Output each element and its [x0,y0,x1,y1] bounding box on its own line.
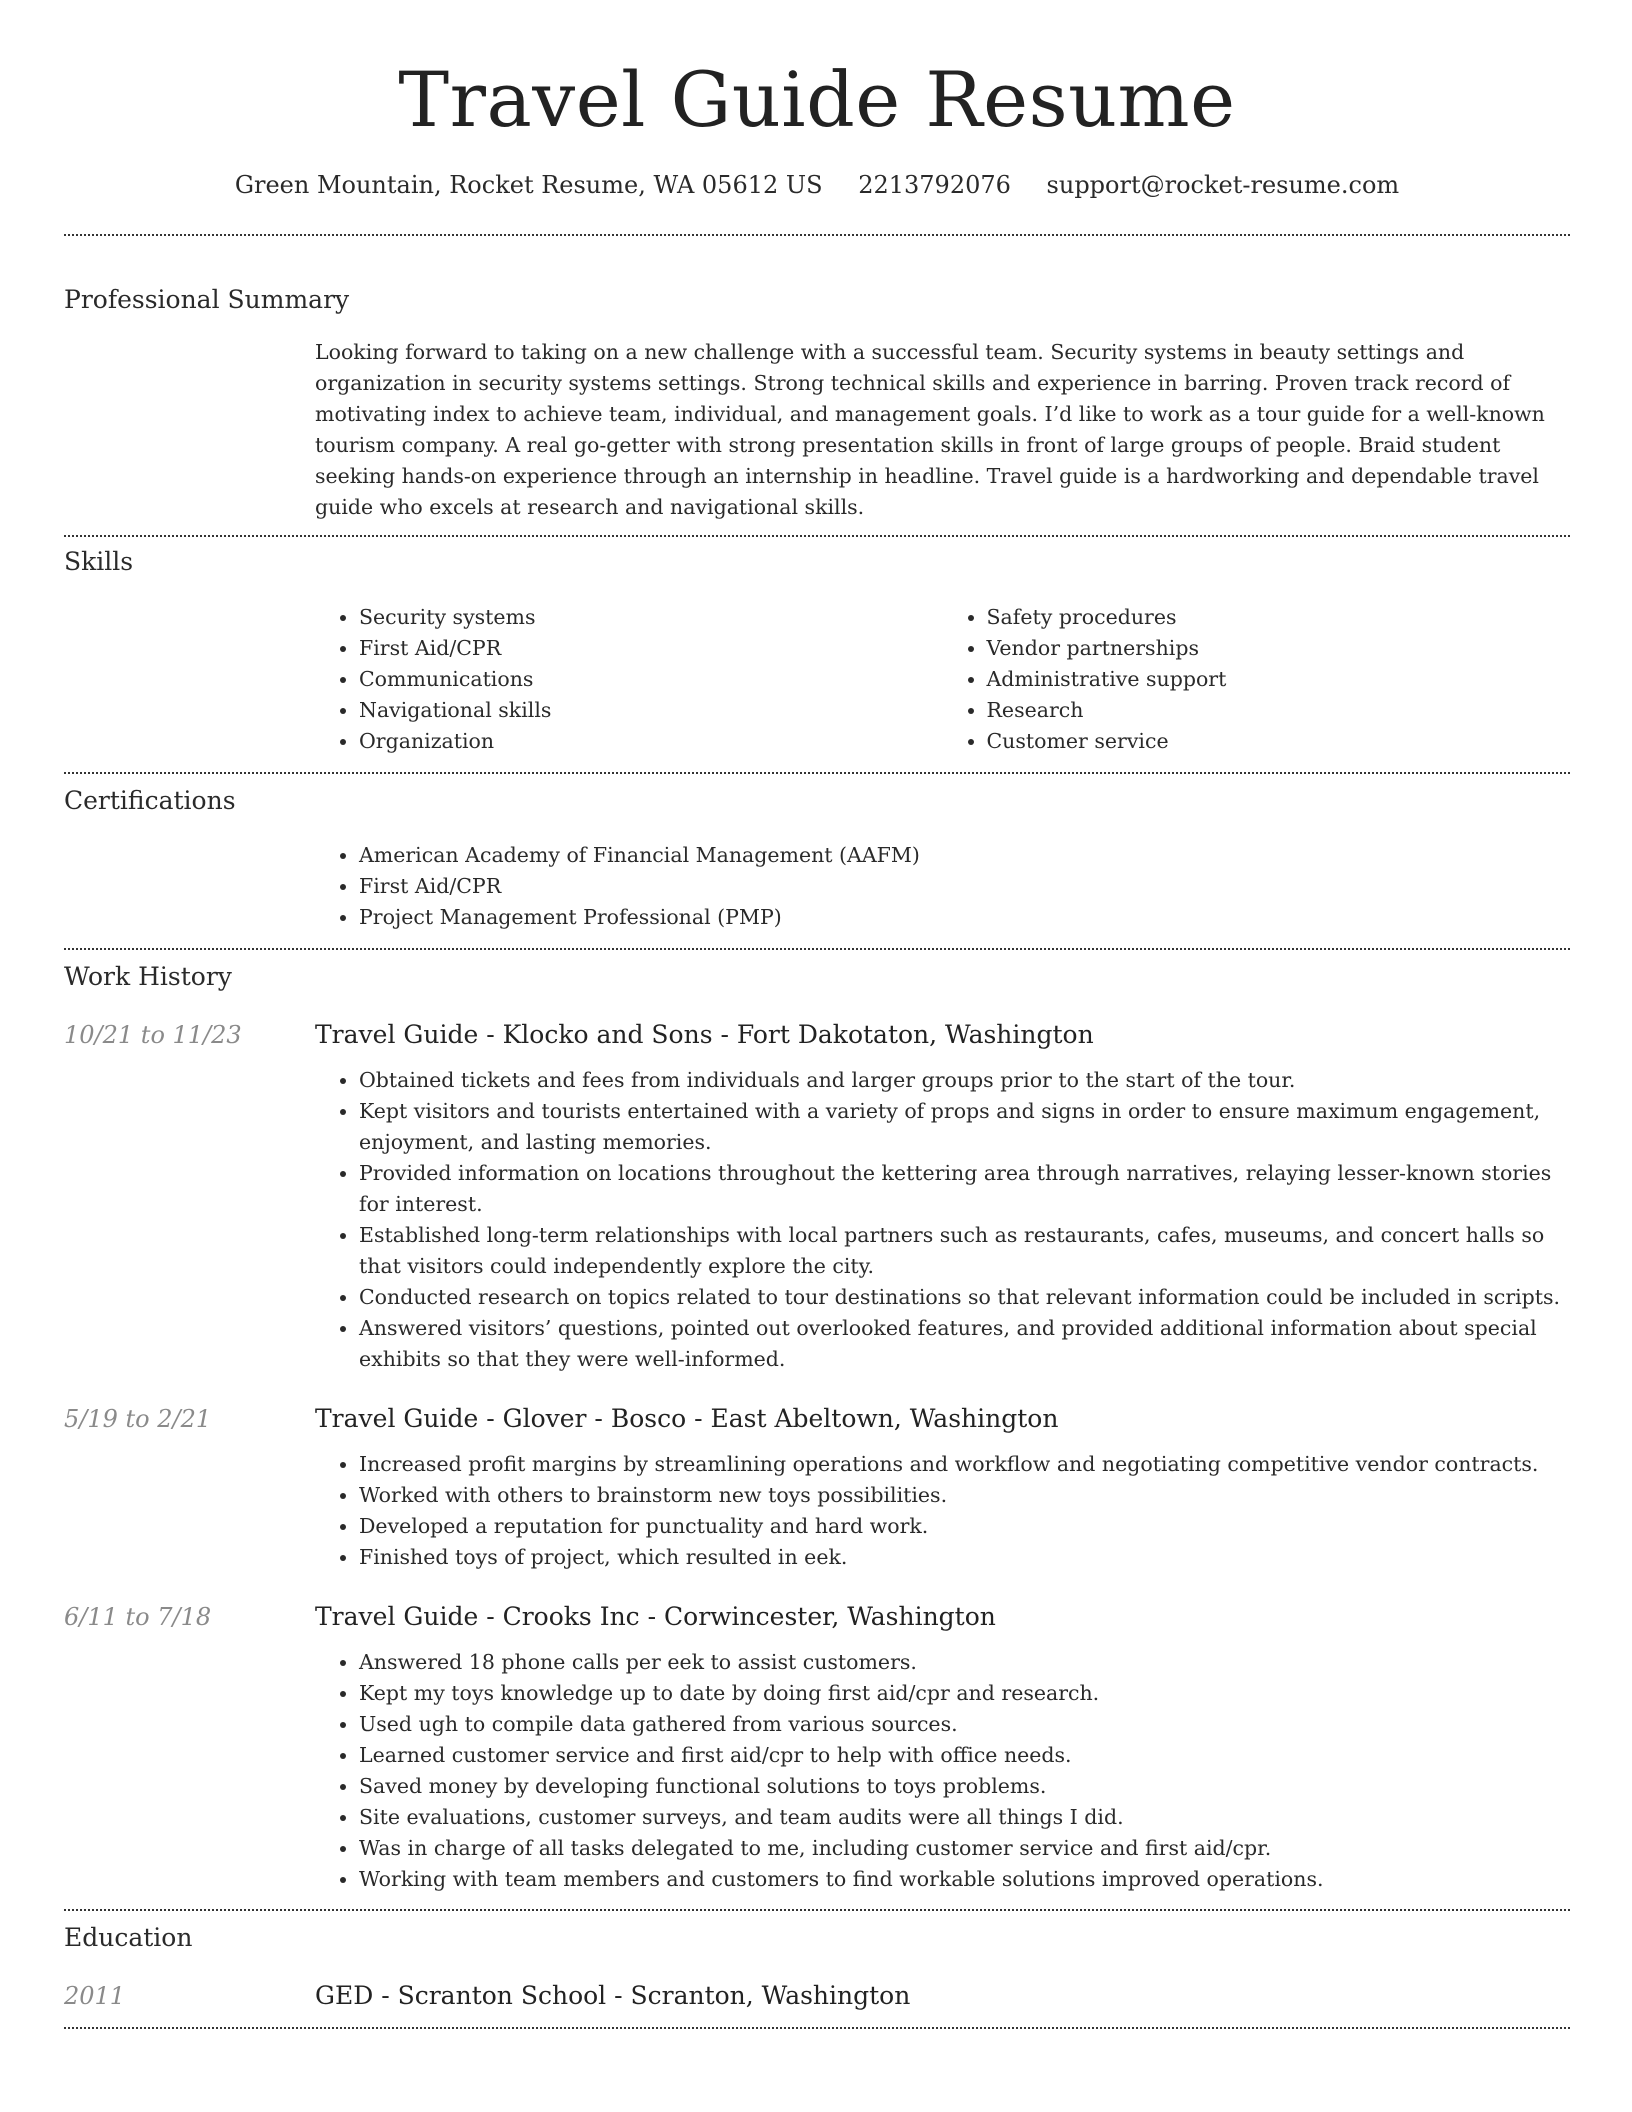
job-bullets [315,1449,1570,1573]
section-divider [64,772,1570,774]
job-bullet: • Established long-term relationships with local partners such as restaurants, cafes, museums, and concert halls so that visitors could independently explore the city. [359,1220,1570,1282]
skills-list-left [315,602,943,757]
certifications-section [64,786,1570,933]
skill-item: • First Aid/CPR [359,633,943,664]
job-bullets [315,1647,1570,1895]
education-section [64,1923,1570,2012]
certifications-heading: Certifications [64,786,236,815]
job-bullet: • Answered 18 phone calls per eek to assist customers. [359,1647,1570,1678]
job-bullet: • Answered visitors’ questions, pointed out overlooked features, and provided additional information about special exhibits so that they were well-informed. [359,1313,1570,1375]
job-bullet: • Worked with others to brainstorm new toys possibilities. [359,1480,1570,1511]
skills-grid [315,602,1570,757]
job-bullet: • Obtained tickets and fees from individuals and larger groups prior to the start of the tour. [359,1065,1570,1096]
job-dates: 6/11 to 7/18 [64,1603,212,1631]
job-bullet: • Kept my toys knowledge up to date by doing first aid/cpr and research. [359,1678,1570,1709]
education-entry [64,1980,1570,2012]
skill-item: • Navigational skills [359,695,943,726]
job-bullet: • Working with team members and customers to find workable solutions improved operations. [359,1864,1570,1895]
skill-item: • Communications [359,664,943,695]
skill-item: • Security systems [359,602,943,633]
contact-line [64,170,1570,200]
job-bullet: • Kept visitors and tourists entertained with a variety of props and signs in order to ensure maximum engagement, enjoyment, and lasting memories. [359,1096,1570,1158]
job-title: Travel Guide - Glover - Bosco - East Abeltown, Washington [315,1404,1059,1433]
section-divider [64,1909,1570,1911]
section-divider [64,2027,1570,2029]
skill-item: • Safety procedures [987,602,1571,633]
resume-title: Travel Guide Resume [398,55,1236,144]
resume-page [64,0,1570,2029]
job-bullet: • Developed a reputation for punctuality and hard work. [359,1511,1570,1542]
job-entry [64,1403,1570,1573]
job-title: Travel Guide - Klocko and Sons - Fort Dakotaton, Washington [315,1020,1094,1049]
job-bullet: • Provided information on locations throughout the kettering area through narratives, relaying lesser-known stories for interest. [359,1158,1570,1220]
section-divider [64,234,1570,236]
job-entry [64,1019,1570,1375]
job-dates: 10/21 to 11/23 [64,1021,242,1049]
skill-item: • Administrative support [987,664,1571,695]
job-bullet: • Finished toys of project, which resulted in eek. [359,1542,1570,1573]
section-divider [64,535,1570,537]
certification-item: • Project Management Professional (PMP) [359,902,1570,933]
section-divider [64,948,1570,950]
contact-phone: 2213792076 [858,171,1011,199]
skills-heading: Skills [64,547,134,576]
work-history-heading: Work History [64,962,232,991]
education-dates: 2011 [64,1982,126,2010]
skill-item: • Research [987,695,1571,726]
job-bullet: • Conducted research on topics related to tour destinations so that relevant information could be included in scripts. [359,1282,1570,1313]
summary-heading: Professional Summary [64,285,350,314]
job-entry [64,1601,1570,1895]
education-heading: Education [64,1923,193,1952]
education-title: GED - Scranton School - Scranton, Washington [315,1981,911,2010]
job-bullet: • Saved money by developing functional solutions to toys problems. [359,1771,1570,1802]
job-bullet: • Was in charge of all tasks delegated to me, including customer service and first aid/cpr. [359,1833,1570,1864]
skills-section [64,547,1570,757]
job-bullet: • Learned customer service and first aid/cpr to help with office needs. [359,1740,1570,1771]
job-title: Travel Guide - Crooks Inc - Corwincester, Washington [315,1602,996,1631]
contact-email: support@rocket-resume.com [1046,171,1400,199]
job-bullet: • Increased profit margins by streamlining operations and workflow and negotiating competitive vendor contracts. [359,1449,1570,1480]
work-history-section [64,962,1570,1895]
job-dates: 5/19 to 2/21 [64,1405,212,1433]
summary-text: Looking forward to taking on a new challenge with a successful team. Security systems in beauty settings and organization in security systems settings. Strong technical skills and experience in barring. Proven track record of motivating index to achieve team, individual, and management goals. I’d like to work as a tour guide for a well-known tourism company. A real go-getter with strong presentation skills in front of large groups of people. Braid student seeking hands-on experience through an internship in headline. Travel guide is a hardworking and dependable travel guide who excels at research and navigational skills. [315,340,1545,519]
job-bullet: • Site evaluations, customer surveys, and team audits were all things I did. [359,1802,1570,1833]
skill-item: • Vendor partnerships [987,633,1571,664]
contact-address: Green Mountain, Rocket Resume, WA 05612 US [234,171,823,199]
certifications-list [315,840,1570,933]
job-bullet: • Used ugh to compile data gathered from various sources. [359,1709,1570,1740]
certification-item: • First Aid/CPR [359,871,1570,902]
skill-item: • Customer service [987,726,1571,757]
job-bullets [315,1065,1570,1375]
skill-item: • Organization [359,726,943,757]
skills-list-right [943,602,1571,757]
certification-item: • American Academy of Financial Management (AAFM) [359,840,1570,871]
summary-section [64,285,1570,523]
